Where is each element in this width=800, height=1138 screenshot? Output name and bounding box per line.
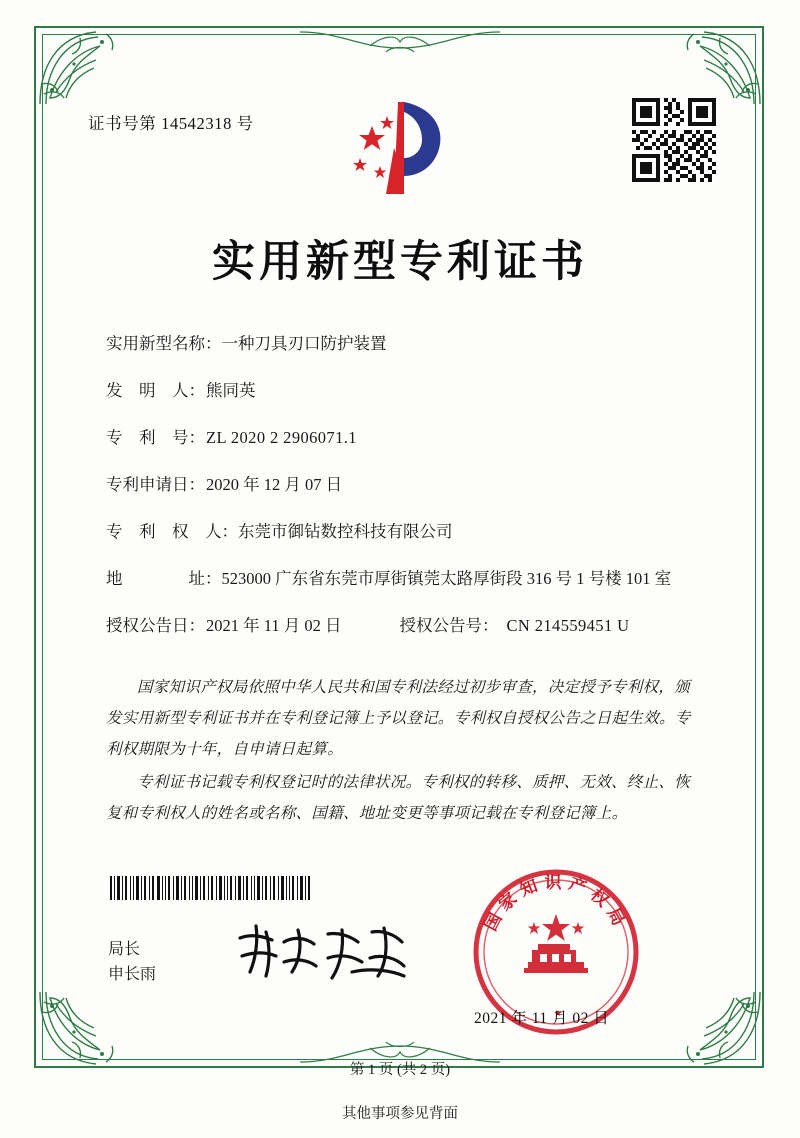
signature-role: 局长 bbox=[108, 941, 141, 958]
value-utility-model-name: 一种刀具刃口防护装置 bbox=[221, 334, 387, 353]
signature-block bbox=[108, 938, 156, 988]
field-row-grant-announcement bbox=[106, 614, 706, 638]
value-grant-number: CN 214559451 U bbox=[506, 615, 630, 635]
signature-name: 申长雨 bbox=[108, 965, 157, 983]
value-application-date: 2020 年 12 月 07 日 bbox=[206, 474, 343, 494]
label-application-date: 专利申请日： bbox=[106, 474, 205, 494]
field-row-patent-number bbox=[106, 426, 706, 450]
field-row-address bbox=[106, 567, 706, 591]
certificate-number: 证书号第 14542318 号 bbox=[88, 114, 254, 133]
cnipa-logo-icon bbox=[342, 96, 458, 200]
value-grant-date: 2021 年 11 月 02 日 bbox=[206, 615, 342, 635]
label-address: 地 址： bbox=[106, 568, 222, 588]
legal-paragraph-1: 国家知识产权局依照中华人民共和国专利法经过初步审查，决定授予专利权，颁发实用新型专利证书并在专利登记簿上予以登记。专利权自授权公告之日起生效。专利权期限为十年，自申请日起算。 bbox=[106, 679, 691, 758]
qr-code bbox=[632, 98, 716, 182]
value-address: 523000 广东省东莞市厚街镇莞太路厚街段 316 号 1 号楼 101 室 bbox=[221, 568, 672, 588]
certificate-fields bbox=[106, 332, 706, 660]
legal-text bbox=[106, 672, 698, 831]
page-title: 实用新型专利证书 bbox=[212, 237, 588, 287]
value-inventor: 熊同英 bbox=[206, 380, 256, 400]
field-row-inventor bbox=[106, 379, 706, 403]
label-inventor: 发 明 人： bbox=[106, 380, 205, 400]
label-grant-number: 授权公告号： bbox=[399, 615, 499, 635]
legal-paragraph-2: 专利证书记载专利权登记时的法律状况。专利权的转移、质押、无效、终止、恢复和专利权人的姓名或名称、国籍、地址变更等事项记载在专利登记簿上。 bbox=[106, 774, 691, 822]
field-row-utility-model-name bbox=[106, 332, 706, 356]
field-row-application-date bbox=[106, 473, 706, 497]
barcode bbox=[108, 876, 314, 900]
footer-note: 其他事项参见背面 bbox=[342, 1106, 458, 1122]
label-grant-date: 授权公告日： bbox=[106, 615, 205, 635]
label-patent-number: 专 利 号： bbox=[106, 427, 205, 447]
value-patentee: 东莞市御钻数控科技有限公司 bbox=[238, 521, 453, 541]
svg-text:国家知识产权局: 国家知识产权局 bbox=[480, 873, 632, 935]
label-patentee: 专 利 权 人： bbox=[106, 521, 238, 541]
handwritten-signature bbox=[232, 918, 412, 988]
seal-date: 2021 年 11 月 02 日 bbox=[474, 1010, 610, 1027]
value-patent-number: ZL 2020 2 2906071.1 bbox=[206, 427, 357, 447]
field-row-patentee bbox=[106, 520, 706, 544]
page-number: 第 1 页 (共 2 页) bbox=[349, 1062, 451, 1078]
label-utility-model-name: 实用新型名称： bbox=[106, 334, 222, 353]
